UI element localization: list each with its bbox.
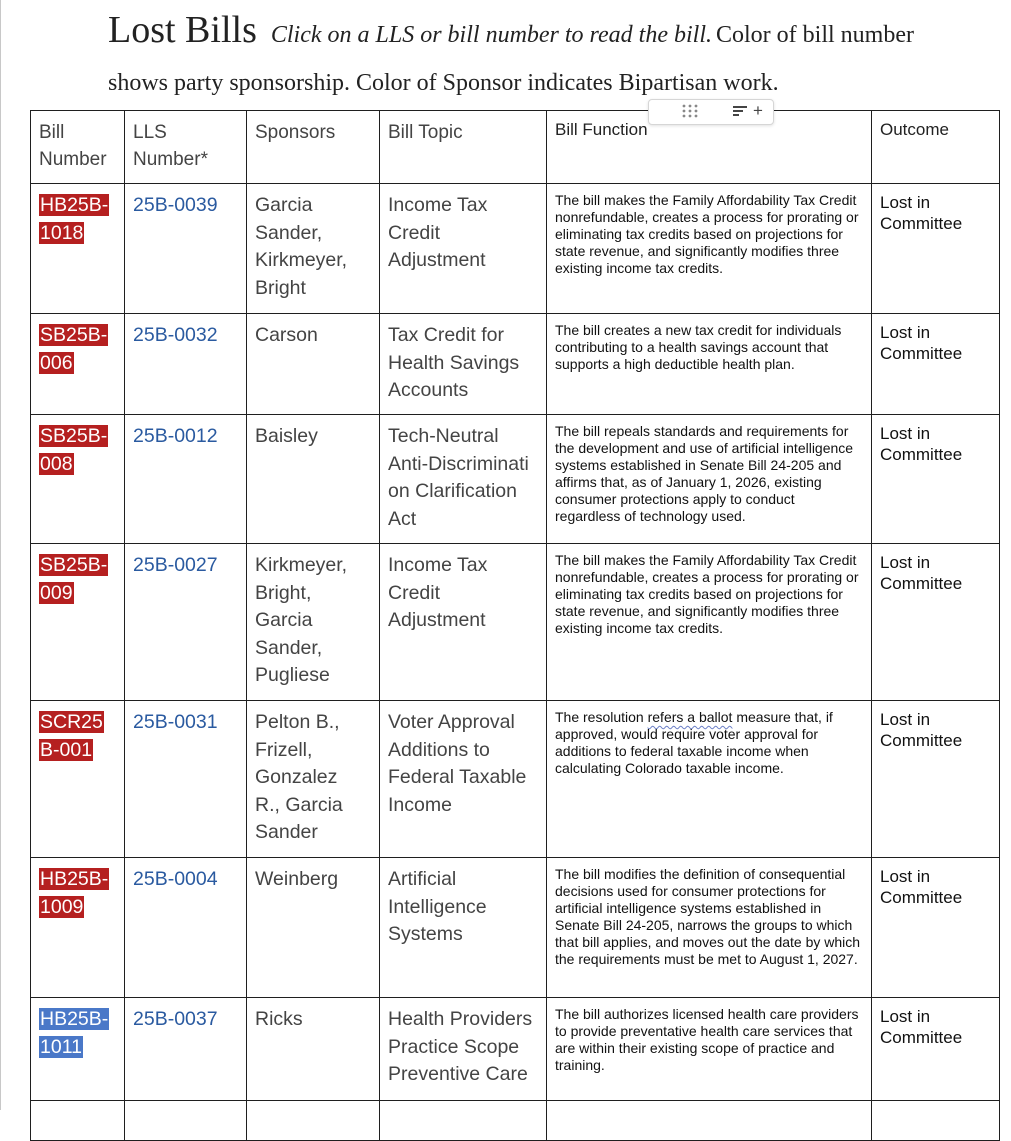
bill-number-link[interactable]: SB25B- 008 (40, 425, 108, 475)
empty-cell (247, 1101, 380, 1141)
bill-function-cell: The resolution refers a ballot measure that, if approved, would require voter approval for additions to federal taxable income when calculating Colorado taxable income. (547, 701, 872, 858)
table-row (31, 701, 1000, 858)
lls-number-link[interactable]: 25B-0031 (125, 701, 247, 858)
lls-number-link[interactable]: 25B-0037 (125, 998, 247, 1101)
empty-cell (547, 1101, 872, 1141)
outcome-cell: Lost in Committee (872, 858, 1000, 998)
lost-bills-table (30, 110, 1000, 1141)
outcome-cell: Lost in Committee (872, 415, 1000, 544)
table-row (31, 1101, 1000, 1141)
bill-number-link[interactable]: SB25B- 009 (40, 554, 108, 604)
bill-function-cell: The bill repeals standards and requirements for the development and use of artificial intelligence systems established in Senate Bill 24-205 and affirms that, as of January 1, 2026, existing consumer protections apply to conduct regardless of technology used. (547, 415, 872, 544)
header-sponsors: Sponsors (247, 111, 380, 184)
empty-cell (31, 1101, 125, 1141)
outcome-cell: Lost in Committee (872, 314, 1000, 415)
drag-handle-icon[interactable] (681, 103, 699, 119)
lls-number-link[interactable]: 25B-0032 (125, 314, 247, 415)
sponsors-cell: Weinberg (247, 858, 380, 998)
sort-icon[interactable] (733, 106, 747, 116)
page-heading (108, 8, 1008, 97)
bill-number-link[interactable]: SB25B- 006 (40, 324, 108, 374)
color-legend-text: Color of bill number (715, 22, 914, 48)
bill-function-cell: The bill makes the Family Affordability Tax Credit nonrefundable, creates a process for prorating or eliminating tax credits based on projections for state revenue, and significantly modifies three existing income tax credits. (547, 544, 872, 701)
lls-number-link[interactable]: 25B-0012 (125, 415, 247, 544)
bill-function-cell: The bill creates a new tax credit for individuals contributing to a health savings account that supports a high deductible health plan. (547, 314, 872, 415)
bill-number-link[interactable]: SCR25 B-001 (40, 711, 103, 761)
empty-cell (872, 1101, 1000, 1141)
color-legend-text-continued: shows party sponsorship. Color of Sponsor indicates Bipartisan work. (108, 70, 779, 96)
sponsors-cell: Pelton B., Frizell, Gonzalez R., Garcia Sander (247, 701, 380, 858)
bill-topic-cell: Health Providers Practice Scope Preventive Care (380, 998, 547, 1101)
bill-function-cell: The bill authorizes licensed health care providers to provide preventative health care services that are within their existing scope of practice and training. (547, 998, 872, 1101)
sponsors-cell: Carson (247, 314, 380, 415)
bill-topic-cell: Tax Credit for Health Savings Accounts (380, 314, 547, 415)
table-row (31, 858, 1000, 998)
add-column-icon[interactable]: + (753, 101, 763, 120)
outcome-cell: Lost in Committee (872, 998, 1000, 1101)
outcome-cell: Lost in Committee (872, 544, 1000, 701)
lls-number-link[interactable]: 25B-0039 (125, 184, 247, 314)
empty-cell (380, 1101, 547, 1141)
table-row (31, 998, 1000, 1101)
table-hover-toolbar[interactable] (648, 99, 774, 125)
header-bill-function: Bill Function (547, 111, 872, 184)
header-bill-number: Bill Number (31, 111, 125, 184)
empty-cell (125, 1101, 247, 1141)
outcome-cell: Lost in Committee (872, 701, 1000, 858)
table-header-row (31, 111, 1000, 184)
lls-number-link[interactable]: 25B-0004 (125, 858, 247, 998)
header-lls-number: LLS Number* (125, 111, 247, 184)
bill-topic-cell: Tech-Neutral Anti-Discriminati on Clarification Act (380, 415, 547, 544)
sponsors-cell: Ricks (247, 998, 380, 1101)
sponsors-cell: Garcia Sander, Kirkmeyer, Bright (247, 184, 380, 314)
bill-function-cell: The bill modifies the definition of consequential decisions used for consumer protections for artificial intelligence systems established in Senate Bill 24-205, narrows the groups to which that bill applies, and moves out the date by which the requirements must be met to August 1, 2027. (547, 858, 872, 998)
lls-number-link[interactable]: 25B-0027 (125, 544, 247, 701)
table-row (31, 544, 1000, 701)
bill-topic-cell: Income Tax Credit Adjustment (380, 184, 547, 314)
header-bill-topic: Bill Topic (380, 111, 547, 184)
bill-number-link[interactable]: HB25B- 1009 (40, 868, 109, 918)
instructions-italic: Click on a LLS or bill number to read the bill. (270, 22, 712, 48)
bill-number-link[interactable]: HB25B- 1011 (40, 1008, 109, 1058)
bill-topic-cell: Income Tax Credit Adjustment (380, 544, 547, 701)
spellcheck-underline[interactable]: refers a ballot (647, 709, 733, 725)
table-row (31, 184, 1000, 314)
table-row (31, 415, 1000, 544)
bill-topic-cell: Artificial Intelligence Systems (380, 858, 547, 998)
sponsors-cell: Kirkmeyer, Bright, Garcia Sander, Pugliese (247, 544, 380, 701)
table-row (31, 314, 1000, 415)
sponsors-cell: Baisley (247, 415, 380, 544)
page-left-border (0, 0, 1, 1110)
page-title: Lost Bills (108, 9, 257, 51)
bill-function-cell: The bill makes the Family Affordability Tax Credit nonrefundable, creates a process for prorating or eliminating tax credits based on projections for state revenue, and significantly modifies three existing income tax credits. (547, 184, 872, 314)
bill-number-link[interactable]: HB25B- 1018 (40, 194, 109, 244)
header-outcome: Outcome (872, 111, 1000, 184)
bill-topic-cell: Voter Approval Additions to Federal Taxable Income (380, 701, 547, 858)
outcome-cell: Lost in Committee (872, 184, 1000, 314)
